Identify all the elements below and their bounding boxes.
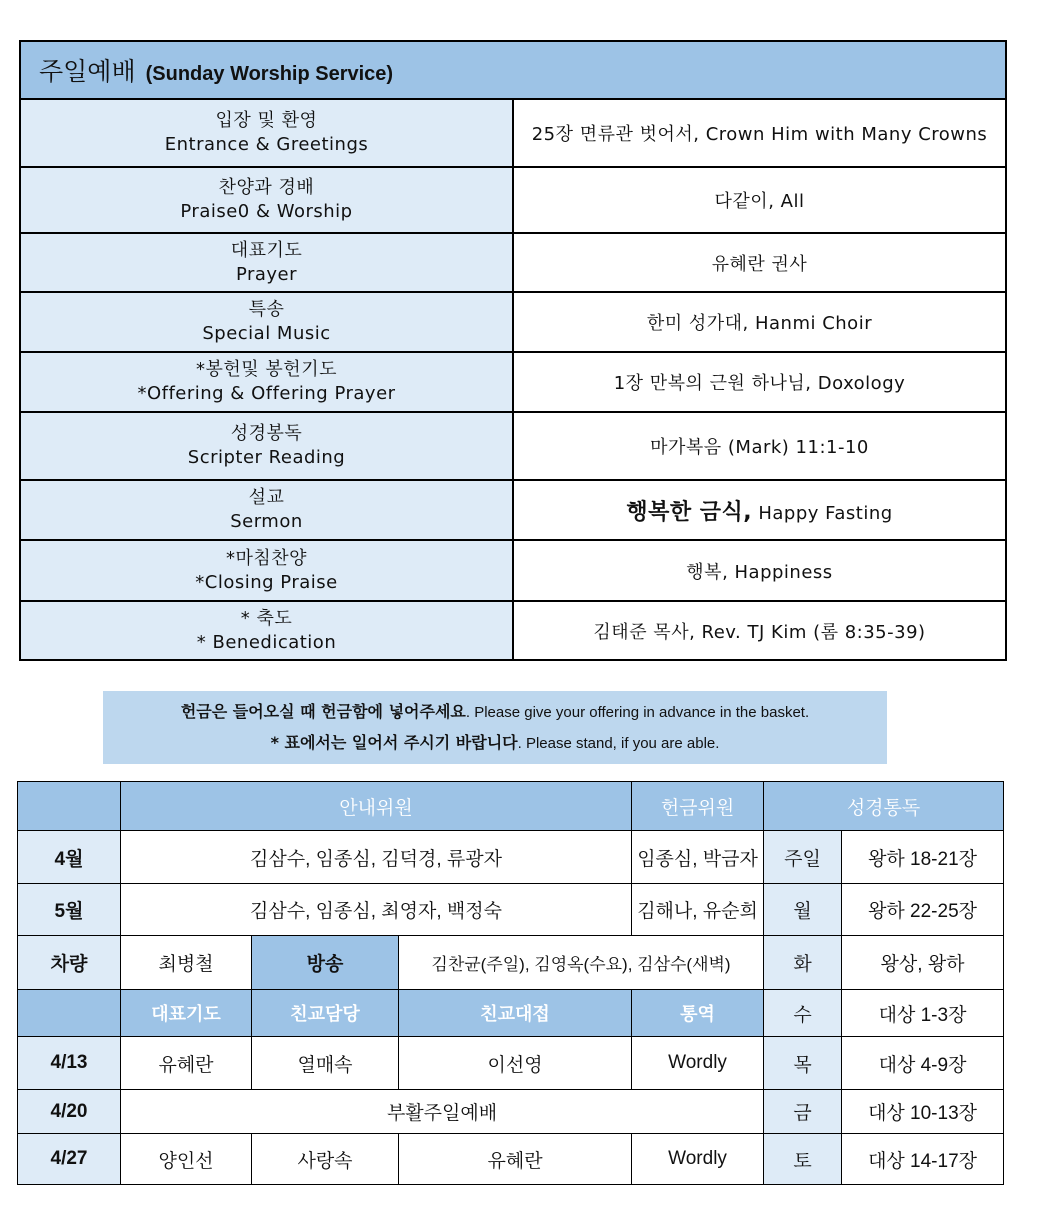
order-row-offering <box>20 352 1006 412</box>
vehicle-label: 차량 <box>18 936 121 990</box>
interpret-value: Wordly <box>632 1037 764 1090</box>
month-label: 5월 <box>18 884 121 936</box>
offering-notice <box>103 691 887 764</box>
reading-text: 왕하 22-25장 <box>842 884 1004 936</box>
easter-service-value: 부활주일예배 <box>121 1090 764 1134</box>
vehicle-value: 최병철 <box>121 936 252 990</box>
broadcast-value: 김찬균(주일), 김영옥(수요), 김삼수(새벽) <box>399 936 764 990</box>
order-label <box>20 167 513 233</box>
order-value: 한미 성가대, Hanmi Choir <box>513 292 1006 352</box>
hospitality-value: 이선영 <box>399 1037 632 1090</box>
order-label <box>20 352 513 412</box>
order-row-scripture <box>20 412 1006 480</box>
order-row-closing <box>20 540 1006 601</box>
date-label: 4/20 <box>18 1090 121 1134</box>
order-title <box>20 41 1006 99</box>
notice-offering-english: . Please give your offering in advance in the basket. <box>465 704 810 721</box>
label-english: Sermon <box>230 511 303 532</box>
schedule-row-vehicle <box>18 936 1004 990</box>
schedule-header-row <box>18 782 1004 831</box>
reading-day: 금 <box>764 1090 842 1134</box>
corner-cell <box>18 782 121 831</box>
offering-value: 임종심, 박금자 <box>632 831 764 884</box>
notice-line-offering <box>103 697 887 728</box>
notice-stand-english: . Please stand, if you are able. <box>517 735 720 752</box>
reading-day: 수 <box>764 990 842 1037</box>
label-english: Entrance & Greetings <box>164 134 369 155</box>
date-label: 4/27 <box>18 1134 121 1185</box>
order-label <box>20 412 513 480</box>
ushers-value: 김삼수, 임종심, 김덕경, 류광자 <box>121 831 632 884</box>
label-korean: *마침찬양 <box>225 547 308 569</box>
reading-text: 대상 4-9장 <box>842 1037 1004 1090</box>
order-value: 김태준 목사, Rev. TJ Kim (롬 8:35-39) <box>513 601 1006 660</box>
order-label <box>20 233 513 292</box>
title-english: (Sunday Worship Service) <box>145 63 394 85</box>
offering-value: 김해나, 유순희 <box>632 884 764 936</box>
reading-text: 대상 10-13장 <box>842 1090 1004 1134</box>
date-label: 4/13 <box>18 1037 121 1090</box>
order-row-praise <box>20 167 1006 233</box>
header-hospitality: 친교대접 <box>399 990 632 1037</box>
sermon-title-korean: 행복한 금식, <box>626 499 753 525</box>
ushers-value: 김삼수, 임종심, 최영자, 백정숙 <box>121 884 632 936</box>
order-value: 행복, Happiness <box>513 540 1006 601</box>
reading-text: 대상 1-3장 <box>842 990 1004 1037</box>
order-label <box>20 292 513 352</box>
order-value: 유혜란 권사 <box>513 233 1006 292</box>
header-bible-reading: 성경통독 <box>764 782 1004 831</box>
schedule-table <box>17 781 1004 1185</box>
label-english: *Offering & Offering Prayer <box>137 383 396 404</box>
order-label <box>20 99 513 167</box>
duty-row-0413 <box>18 1037 1004 1090</box>
reading-text: 왕하 18-21장 <box>842 831 1004 884</box>
label-english: * Benedication <box>196 631 337 653</box>
order-value: 1장 만복의 근원 하나님, Doxology <box>513 352 1006 412</box>
reading-day: 화 <box>764 936 842 990</box>
header-offering: 헌금위원 <box>632 782 764 831</box>
label-korean: 설교 <box>248 487 285 508</box>
fellowship-value: 열매속 <box>252 1037 399 1090</box>
schedule-row-april <box>18 831 1004 884</box>
order-label <box>20 601 513 660</box>
sermon-title-english: Happy Fasting <box>758 502 893 524</box>
notice-stand-korean: * 표에서는 일어서 주시기 바랍니다 <box>270 733 518 752</box>
reading-day: 목 <box>764 1037 842 1090</box>
order-value: 다같이, All <box>513 167 1006 233</box>
order-label <box>20 540 513 601</box>
schedule-row-may <box>18 884 1004 936</box>
reading-text: 대상 14-17장 <box>842 1134 1004 1185</box>
order-label <box>20 480 513 540</box>
order-row-prayer <box>20 233 1006 292</box>
order-value <box>513 480 1006 540</box>
title-korean: 주일예배 <box>39 57 136 86</box>
reading-day: 토 <box>764 1134 842 1185</box>
label-english: Special Music <box>202 323 331 344</box>
order-of-service-table <box>19 40 1007 661</box>
duty-row-0420 <box>18 1090 1004 1134</box>
label-korean: 찬양과 경배 <box>218 177 315 198</box>
header-ushers: 안내위원 <box>121 782 632 831</box>
order-row-benediction <box>20 601 1006 660</box>
duty-corner-cell <box>18 990 121 1037</box>
label-korean: 성경봉독 <box>230 423 303 444</box>
hospitality-value: 유혜란 <box>399 1134 632 1185</box>
header-interpretation: 통역 <box>632 990 764 1037</box>
reading-day: 주일 <box>764 831 842 884</box>
duty-row-0427 <box>18 1134 1004 1185</box>
order-row-special-music <box>20 292 1006 352</box>
order-row-entrance <box>20 99 1006 167</box>
prayer-value: 유혜란 <box>121 1037 252 1090</box>
label-korean: * 축도 <box>240 607 293 629</box>
notice-line-stand <box>103 728 887 759</box>
header-fellowship: 친교담당 <box>252 990 399 1037</box>
notice-offering-korean: 헌금은 들어오실 때 헌금함에 넣어주세요 <box>180 702 466 721</box>
reading-day: 월 <box>764 884 842 936</box>
label-korean: *봉헌및 봉헌기도 <box>196 359 337 380</box>
order-value: 마가복음 (Mark) 11:1-10 <box>513 412 1006 480</box>
label-korean: 특송 <box>248 299 285 320</box>
order-value: 25장 면류관 벗어서, Crown Him with Many Crowns <box>513 99 1006 167</box>
order-title-row <box>20 41 1006 99</box>
broadcast-label: 방송 <box>252 936 399 990</box>
duty-header-row <box>18 990 1004 1037</box>
label-english: *Closing Praise <box>195 571 338 593</box>
header-prayer: 대표기도 <box>121 990 252 1037</box>
label-english: Praise0 & Worship <box>180 201 353 222</box>
reading-text: 왕상, 왕하 <box>842 936 1004 990</box>
label-english: Prayer <box>235 263 298 285</box>
label-english: Scripter Reading <box>187 447 346 468</box>
fellowship-value: 사랑속 <box>252 1134 399 1185</box>
prayer-value: 양인선 <box>121 1134 252 1185</box>
interpret-value: Wordly <box>632 1134 764 1185</box>
label-korean: 입장 및 환영 <box>215 110 318 131</box>
label-korean: 대표기도 <box>230 239 303 261</box>
month-label: 4월 <box>18 831 121 884</box>
order-row-sermon <box>20 480 1006 540</box>
